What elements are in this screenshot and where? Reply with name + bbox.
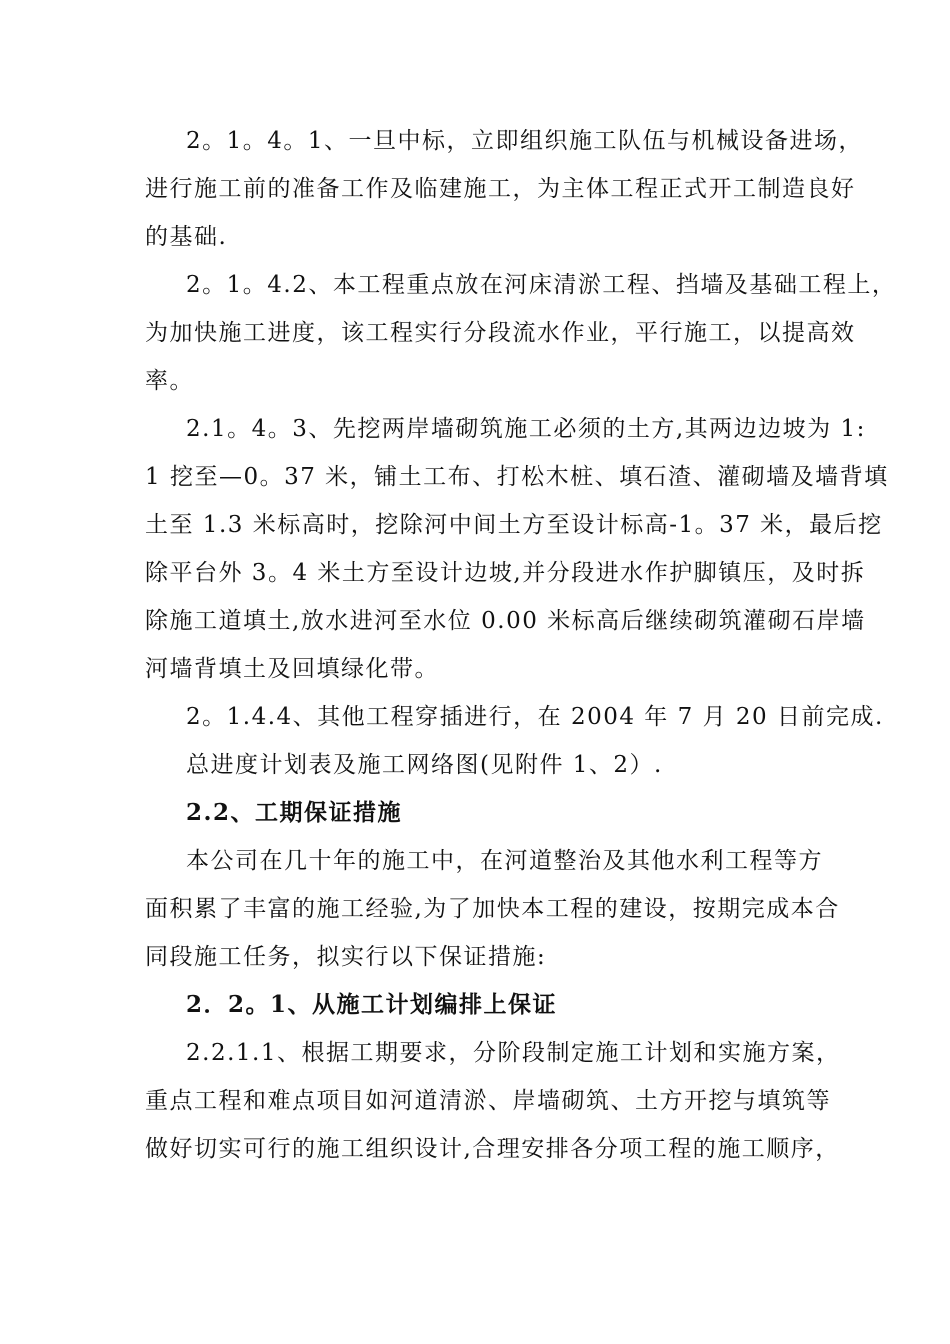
paragraph-2-1-4-3-line-4: 除平台外 3。4 米土方至设计边坡,并分段进水作护脚镇压，及时拆 [145,560,866,586]
intro-paragraph-line-3: 同段施工任务，拟实行以下保证措施: [145,944,547,970]
intro-paragraph-line-1: 本公司在几十年的施工中，在河道整治及其他水利工程等方 [186,848,823,874]
paragraph-2-1-4-3-line-2: 1 挖至—0。37 米，铺土工布、打松木桩、填石渣、灌砌墙及墙背填 [145,464,889,490]
paragraph-2-2-1-1-line-3: 做好切实可行的施工组织设计,合理安排各分项工程的施工顺序， [145,1136,840,1162]
paragraph-2-1-4-2-line-2: 为加快施工进度，该工程实行分段流水作业，平行施工，以提高效 [145,320,856,346]
paragraph-2-1-4-2-line-1: 2。1。4.2、本工程重点放在河床清淤工程、挡墙及基础工程上， [186,272,897,298]
paragraph-2-1-4-3-line-5: 除施工道填土,放水进河至水位 0.00 米标高后继续砌筑灌砌石岸墙 [145,608,866,634]
schedule-reference: 总进度计划表及施工网络图(见附件 1、2）. [186,752,663,778]
paragraph-2-1-4-1-line-2: 进行施工前的准备工作及临建施工，为主体工程正式开工制造良好 [145,176,856,202]
paragraph-2-1-4-3-line-6: 河墙背填土及回填绿化带。 [145,656,439,682]
intro-paragraph-line-2: 面积累了丰富的施工经验,为了加快本工程的建设，按期完成本合 [145,896,840,922]
paragraph-2-1-4-2-line-3: 率。 [145,368,194,394]
paragraph-2-1-4-3-line-3: 土至 1.3 米标高时，挖除河中间土方至设计标高-1。37 米，最后挖 [145,512,883,538]
paragraph-2-1-4-3-line-1: 2.1。4。3、先挖两岸墙砌筑施工必须的土方,其两边边坡为 1: [186,416,866,442]
paragraph-2-2-1-1-line-2: 重点工程和难点项目如河道清淤、岸墙砌筑、土方开挖与填筑等 [145,1088,831,1114]
paragraph-2-1-4-4: 2。1.4.4、其他工程穿插进行，在 2004 年 7 月 20 日前完成. [186,704,884,730]
section-heading-2-2-1: 2．2。1、从施工计划编排上保证 [186,991,558,1018]
section-heading-2-2: 2.2、工期保证措施 [186,799,403,826]
paragraph-2-1-4-1-line-1: 2。1。4。1、一旦中标，立即组织施工队伍与机械设备进场， [186,128,864,154]
paragraph-2-1-4-1-line-3: 的基础. [145,224,228,250]
paragraph-2-2-1-1-line-1: 2.2.1.1、根据工期要求，分阶段制定施工计划和实施方案， [186,1040,841,1066]
